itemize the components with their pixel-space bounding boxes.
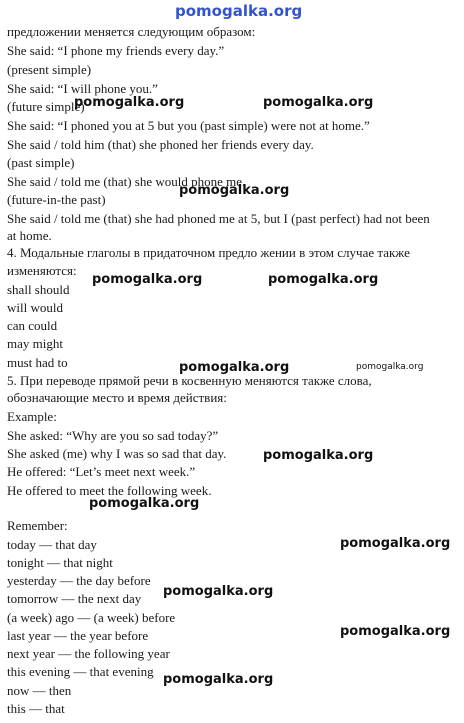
text-line: She said / told him (that) she phoned her friends every day.	[7, 137, 314, 152]
text-line: (future-in-the past)	[7, 192, 106, 207]
text-line: shall should	[7, 282, 70, 297]
text-line: обозначающие место и время действия:	[7, 390, 227, 405]
text-line: 5. При переводе прямой речи в косвенную меняются также слова,	[7, 373, 372, 388]
watermark: pomogalka.org	[179, 183, 290, 198]
text-line: 4. Модальные глаголы в придаточном предло жении в этом случае также	[7, 245, 410, 260]
watermark: pomogalka.org	[340, 624, 451, 639]
text-line: (past simple)	[7, 155, 75, 170]
text-line: tonight — that night	[7, 555, 113, 570]
text-line: (present simple)	[7, 62, 92, 77]
watermark: pomogalka.org	[356, 362, 424, 372]
text-line: next year — the following year	[7, 646, 170, 661]
text-line: She said / told me (that) she would phone me.	[7, 174, 246, 189]
text-line: may might	[7, 336, 63, 351]
text-line: Remember:	[7, 518, 68, 533]
text-line: She asked: “Why are you so sad today?”	[7, 428, 219, 443]
text-line: She said / told me (that) she had phoned me at 5, but I (past perfect) had not been	[7, 211, 430, 226]
watermark: pomogalka.org	[163, 584, 274, 599]
text-line: (a week) ago — (a week) before	[7, 610, 176, 625]
watermark-header: pomogalka.org	[175, 2, 303, 20]
text-line: She said: “I phone my friends every day.”	[7, 43, 225, 58]
text-line: today — that day	[7, 537, 97, 552]
text-line: at home.	[7, 228, 52, 243]
text-line: Example:	[7, 409, 57, 424]
text-line: last year — the year before	[7, 628, 149, 643]
text-line: He offered to meet the following week.	[7, 483, 212, 498]
text-line: She asked (me) why I was so sad that day.	[7, 446, 227, 461]
watermark: pomogalka.org	[340, 536, 451, 551]
text-line: this evening — that evening	[7, 664, 154, 679]
watermark: pomogalka.org	[92, 272, 203, 287]
text-line: this — that	[7, 701, 65, 716]
text-line: изменяются:	[7, 263, 77, 278]
text-line: will would	[7, 300, 63, 315]
text-line: now — then	[7, 683, 72, 698]
text-line: must had to	[7, 355, 68, 370]
text-line: She said: “I phoned you at 5 but you (past simple) were not at home.”	[7, 118, 370, 133]
watermark: pomogalka.org	[263, 448, 374, 463]
text-line: tomorrow — the next day	[7, 591, 142, 606]
watermark: pomogalka.org	[263, 95, 374, 110]
watermark: pomogalka.org	[89, 496, 200, 511]
watermark: pomogalka.org	[179, 360, 290, 375]
text-line: yesterday — the day before	[7, 573, 151, 588]
text-line: She said: “I will phone you.”	[7, 81, 158, 96]
watermark: pomogalka.org	[268, 272, 379, 287]
watermark: pomogalka.org	[74, 95, 185, 110]
text-line: (future simple)	[7, 99, 85, 114]
text-line: He offered: “Let’s meet next week.”	[7, 464, 196, 479]
text-line: can could	[7, 318, 58, 333]
watermark: pomogalka.org	[163, 672, 274, 687]
text-line: предложении меняется следующим образом:	[7, 24, 256, 39]
